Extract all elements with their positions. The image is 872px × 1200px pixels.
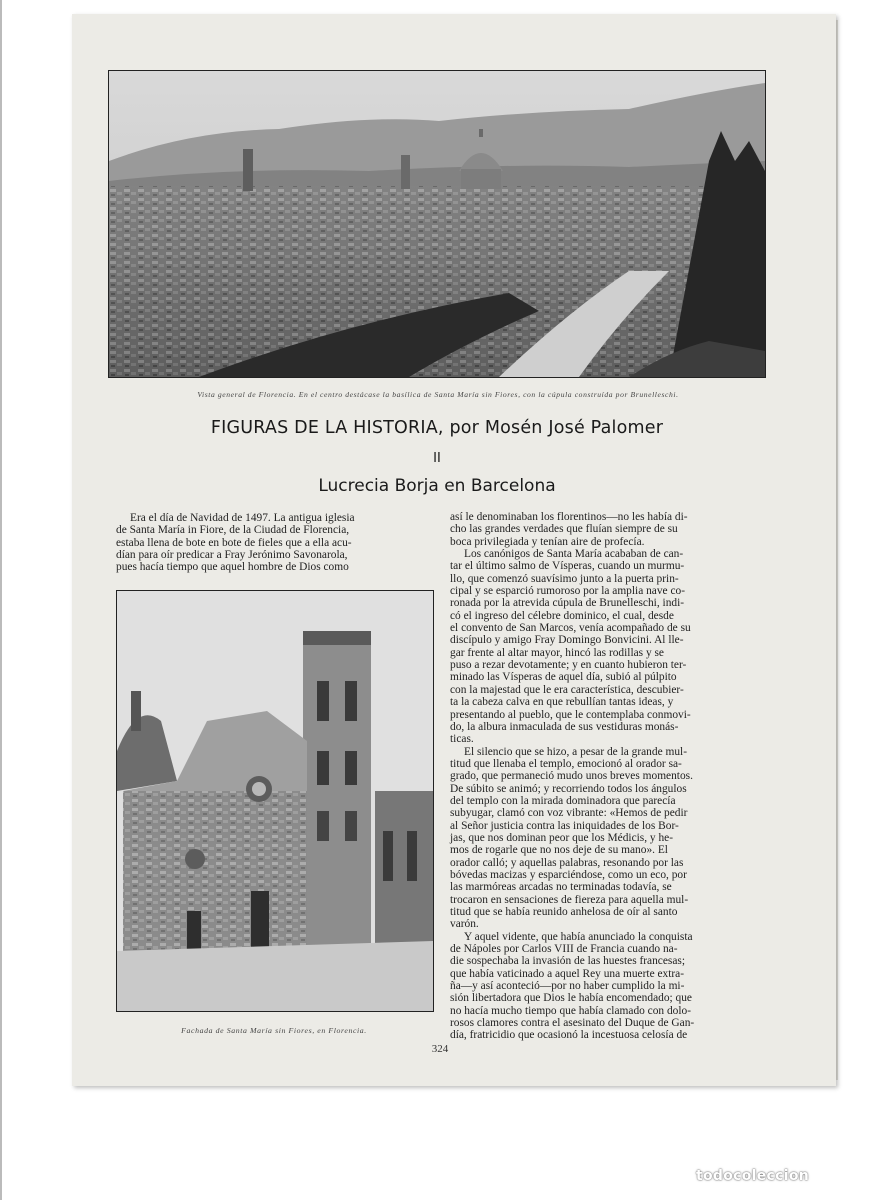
body-line: orador calló; y aquellas palabras, resonando por las	[450, 856, 684, 869]
body-line: subyugar, clamó con voz vibrante: «Hemos de pedir	[450, 807, 688, 820]
body-line: trocaron en sensaciones de fiereza para aquella mul-	[450, 893, 689, 906]
body-line: del templo con la mirada dominadora que parecía	[450, 794, 676, 807]
body-line: llo, que comenzó suavísimo junto a la puerta prin-	[450, 572, 679, 585]
scan-edge	[0, 0, 2, 1200]
body-line: ta la cabeza calva en que rebullían tantas ideas, y	[450, 696, 674, 709]
article-subtitle: Lucrecia Borja en Barcelona	[318, 476, 556, 496]
body-line: ronada por la atrevida cúpula de Brunelleschi, indi-	[450, 597, 685, 610]
body-line: con la majestad que le era característica, descubier-	[450, 683, 684, 696]
intro-line: estaba llena de bote en bote de fieles que a ella acu-	[116, 536, 352, 549]
body-line: jas, que nos dominan peor que los Médicis, y he-	[450, 831, 674, 844]
body-line: có el ingreso del célebre dominico, el cual, desde	[450, 609, 674, 622]
intro-line: pues hacía tiempo que aquel hombre de Dios como	[116, 561, 349, 574]
body-line: ticas.	[450, 733, 474, 746]
body-line: mos de rogarle que no nos deje de su mano». El	[450, 844, 668, 857]
article-part-numeral: II	[433, 451, 441, 466]
column-right	[450, 511, 774, 1042]
body-line: de Nápoles por Carlos VIII de Francia cuando na-	[450, 943, 678, 956]
body-line: De súbito se animó; y recorriendo todos los ángulos	[450, 782, 687, 795]
body-line: rosos clamores contra el asesinato del Duque de Gan-	[450, 1017, 695, 1030]
body-line: tar el último salmo de Vísperas, cuando un murmu-	[450, 560, 685, 573]
column-left-intro	[116, 512, 434, 574]
body-line: puso a rezar devotamente; y en cuanto hubieron ter-	[450, 659, 687, 672]
body-line: el convento de San Marcos, venía acompañado de su	[450, 622, 691, 635]
cathedral-caption: Fachada de Santa María sin Fiores, en Florencia.	[181, 1026, 367, 1035]
body-line: sión libertadora que Dios le había encomendado; que	[450, 992, 692, 1005]
body-line: do, la albura inmaculada de sus vestiduras monás-	[450, 720, 679, 733]
intro-line: de Santa María in Fiore, de la Ciudad de Florencia,	[116, 524, 350, 537]
body-line: discípulo y amigo Fray Domingo Bonvicini. Al lle-	[450, 634, 684, 647]
body-line: varón.	[450, 918, 479, 931]
panorama-caption: Vista general de Florencia. En el centro destácase la basílica de Santa María sin Fiores, con la cúpula construída por Brunelleschi.	[197, 390, 679, 399]
body-line: gar frente al altar mayor, hincó las rodillas y se	[450, 646, 664, 659]
body-line: grado, que permaneció mudo unos breves momentos.	[450, 770, 693, 783]
body-line: titud que llenaba el templo, emocionó al orador sa-	[450, 757, 682, 770]
body-line: boca privilegiada y tenían aire de profecía.	[450, 535, 645, 548]
body-line: cho las grandes verdades que fluían siempre de su	[450, 523, 678, 536]
body-line: die sospechaba la invasión de las huestes francesas;	[450, 955, 686, 968]
body-line: al Señor justicia contra las iniquidades de los Bor-	[450, 819, 679, 832]
body-line: que había vaticinado a aquel Rey una muerte extra-	[450, 967, 685, 980]
body-line: bóvedas macizas y esparciéndose, como un eco, por	[450, 868, 687, 881]
page-number: 324	[431, 1043, 449, 1055]
body-line: día, fratricidio que ocasionó la incestuosa celosía de	[450, 1029, 688, 1042]
body-line: minado las Vísperas de aquel día, subió al púlpito	[450, 671, 677, 684]
article-title: FIGURAS DE LA HISTORIA, por Mosén José Palomer	[210, 418, 664, 438]
body-line: titud que se había reunido anhelosa de oír al santo	[450, 906, 678, 918]
body-line: El silencio que se hizo, a pesar de la grande mul-	[464, 745, 687, 758]
body-line: no hacía mucho tiempo que había clamado con dolo-	[450, 1004, 692, 1017]
intro-line: dían para oír predicar a Fray Jerónimo Savonarola,	[116, 549, 348, 562]
cathedral-facade-photo	[116, 590, 434, 1012]
watermark: todocoleccion	[696, 1168, 810, 1184]
body-line: cipal y se esparció rumoroso por la amplia nave co-	[450, 585, 686, 598]
intro-line: Era el día de Navidad de 1497. La antigua iglesia	[130, 512, 355, 524]
body-line: así le denominaban los florentinos—no les había di-	[450, 511, 688, 523]
body-line: Los canónigos de Santa María acababan de can-	[464, 548, 684, 561]
body-line: las marmóreas arcadas no terminadas todavía, se	[450, 881, 672, 894]
body-line: presentando al pueblo, que le contemplaba conmovi-	[450, 708, 691, 721]
body-line: ña—y así aconteció—por no haber cumplido la mi-	[450, 980, 685, 993]
florence-panorama-photo	[108, 70, 766, 378]
body-line: Y aquel vidente, que había anunciado la conquista	[464, 930, 693, 943]
